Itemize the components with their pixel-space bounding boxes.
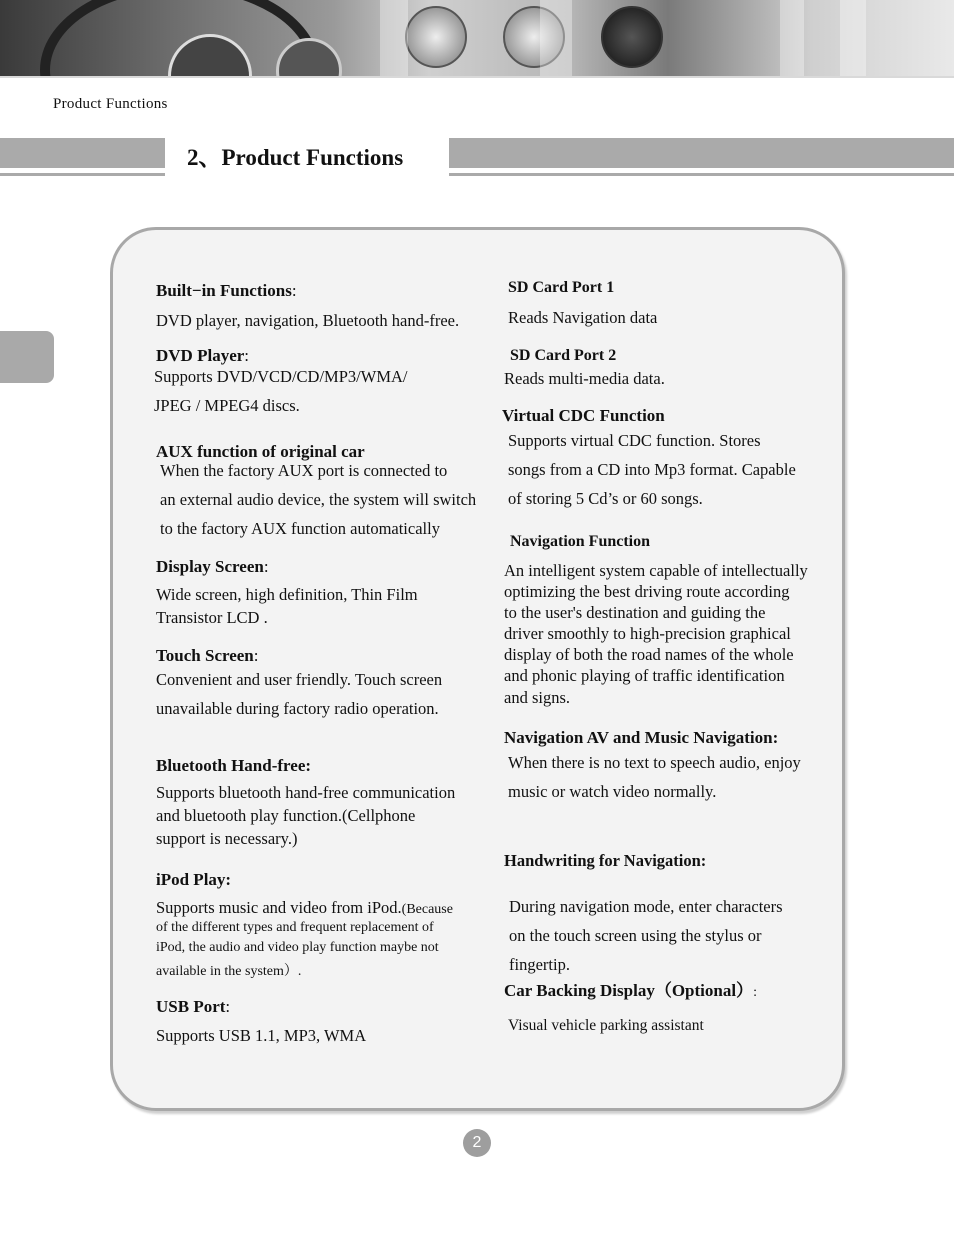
climate-knob-left-image (405, 6, 467, 68)
touch-screen-text: Convenient and user friendly. Touch screen (156, 670, 443, 689)
sd-card-port-1-heading: SD Card Port 1 (508, 279, 615, 296)
ipod-play-text: iPod, the audio and video play function maybe not (156, 940, 439, 955)
car-backing-text: Visual vehicle parking assistant (508, 1017, 704, 1034)
usb-port-text: Supports USB 1.1, MP3, WMA (156, 1026, 367, 1045)
sd-card-port-1-text: Reads Navigation data (508, 308, 658, 327)
banner-stripe (380, 0, 408, 76)
running-head: Product Functions (53, 96, 168, 112)
navigation-function-heading: Navigation Function (510, 533, 651, 550)
virtual-cdc-text: songs from a CD into Mp3 format. Capable (508, 460, 796, 479)
title-bar-right (449, 138, 954, 168)
banner-stripe (840, 0, 866, 76)
navigation-av-heading: Navigation AV and Music Navigation: (504, 728, 779, 747)
handwriting-text: on the touch screen using the stylus or (509, 926, 762, 945)
navigation-av-text: music or watch video normally. (508, 782, 717, 801)
navigation-function-text: and phonic playing of traffic identification (504, 666, 785, 685)
display-screen-text: Transistor LCD . (156, 608, 268, 627)
ipod-play-text: Supports music and video from iPod.(Because (156, 898, 453, 917)
sd-card-port-2-heading: SD Card Port 2 (510, 347, 617, 364)
bluetooth-text: Supports bluetooth hand-free communication (156, 783, 456, 802)
display-screen-text: Wide screen, high definition, Thin Film (156, 585, 418, 604)
car-backing-heading: Car Backing Display（Optional）: (504, 981, 757, 1000)
aux-function-text: When the factory AUX port is connected to (160, 461, 448, 480)
title-bar-left (0, 138, 165, 168)
bluetooth-heading: Bluetooth Hand-free: (156, 756, 312, 775)
dvd-player-heading: DVD Player: (156, 346, 250, 365)
navigation-function-text: optimizing the best driving route according (504, 582, 790, 601)
virtual-cdc-text: Supports virtual CDC function. Stores (508, 431, 761, 450)
aux-function-heading: AUX function of original car (156, 442, 365, 461)
banner-stripe (780, 0, 804, 76)
section-title: 2、Product Functions (165, 134, 449, 178)
title-underline-right (449, 173, 954, 176)
aux-function-text: to the factory AUX function automatically (160, 519, 440, 538)
aux-function-text: an external audio device, the system will switch (160, 490, 477, 509)
ipod-play-heading: iPod Play: (156, 870, 232, 889)
display-screen-heading: Display Screen: (156, 557, 269, 576)
handwriting-text: During navigation mode, enter characters (509, 897, 783, 916)
touch-screen-text: unavailable during factory radio operation. (156, 699, 439, 718)
climate-knob-right-image (601, 6, 663, 68)
touch-screen-heading: Touch Screen: (156, 646, 259, 665)
builtin-functions-heading: Built−in Functions: (156, 281, 297, 300)
ipod-play-text: of the different types and frequent replacement of (156, 920, 434, 935)
navigation-function-text: driver smoothly to high-precision graphical (504, 624, 791, 643)
virtual-cdc-text: of storing 5 Cd’s or 60 songs. (508, 489, 703, 508)
sd-card-port-2-text: Reads multi-media data. (504, 369, 665, 388)
header-separator (0, 76, 954, 78)
handwriting-text: fingertip. (509, 955, 570, 974)
dvd-player-text: JPEG / MPEG4 discs. (154, 396, 300, 415)
page-number: 2 (463, 1129, 491, 1157)
banner-stripe (540, 0, 572, 76)
navigation-function-text: An intelligent system capable of intellectually (504, 561, 808, 580)
title-underline-left (0, 173, 165, 176)
navigation-function-text: and signs. (504, 688, 570, 707)
navigation-function-text: display of both the road names of the whole (504, 645, 794, 664)
bluetooth-text: support is necessary.) (156, 829, 298, 848)
builtin-functions-text: DVD player, navigation, Bluetooth hand-free. (156, 311, 460, 330)
ipod-play-text: available in the system）. (156, 964, 302, 979)
navigation-av-text: When there is no text to speech audio, enjoy (508, 753, 801, 772)
dvd-player-text: Supports DVD/VCD/CD/MP3/WMA/ (154, 367, 408, 386)
navigation-function-text: to the user's destination and guiding the (504, 603, 766, 622)
virtual-cdc-heading: Virtual CDC Function (502, 406, 665, 425)
usb-port-heading: USB Port: (156, 997, 231, 1016)
handwriting-heading: Handwriting for Navigation: (504, 851, 707, 870)
side-tab-marker (0, 331, 54, 383)
header-dashboard-image (0, 0, 954, 76)
bluetooth-text: and bluetooth play function.(Cellphone (156, 806, 416, 825)
